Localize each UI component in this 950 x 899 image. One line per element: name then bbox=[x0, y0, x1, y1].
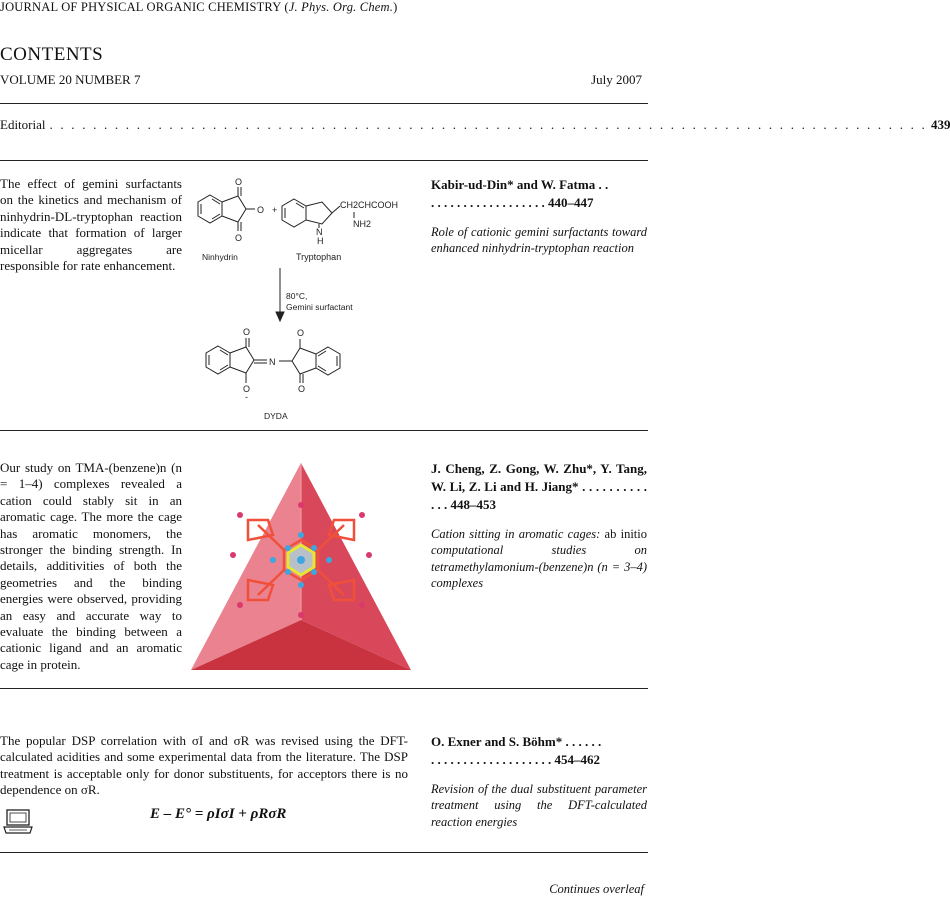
dsp-equation: E – E° = ρIσI + ρRσR bbox=[150, 806, 287, 822]
leader-dots: . . . . . . . . . . . . . . . . . . bbox=[431, 195, 545, 210]
atom-o: O bbox=[257, 205, 265, 215]
label-tryptophan: Tryptophan bbox=[296, 252, 342, 262]
continues-overleaf: Continues overleaf bbox=[549, 882, 644, 896]
leader-dots: . . . . . . . . . . . . . . . . . . . bbox=[431, 752, 552, 767]
plus-sign: + bbox=[272, 205, 278, 215]
rule bbox=[0, 852, 648, 853]
amine-group: NH2 bbox=[353, 219, 372, 229]
atom-n: N bbox=[269, 357, 276, 367]
article-2-abstract: Our study on TMA-(benzene)n (n = 1–4) complexes revealed a cation could stably sit in an aromatic cage. The more the cage has aromatic monomers, the stronger the binding strength. In details, additivities of both the geometries and the binding energies were observed, providing an easy and accurate way to evaluate the binding between a cationic ligand and an aromatic cage in protein. bbox=[0, 460, 182, 672]
side-chain: CH2CHCOOH bbox=[340, 200, 399, 210]
editorial-label: Editorial bbox=[0, 117, 46, 132]
article-1-authors: Kabir-ud-Din* and W. Fatma . . bbox=[431, 177, 609, 192]
atom-o: O bbox=[235, 177, 243, 187]
label-product: DYDA bbox=[264, 411, 288, 421]
atom-o: O bbox=[297, 328, 305, 338]
pyramid-cage-graphic bbox=[188, 460, 414, 672]
rule bbox=[0, 160, 648, 161]
article-2-citation[interactable] bbox=[431, 460, 647, 592]
rule bbox=[0, 688, 648, 689]
article-3-abstract: The popular DSP correlation with σI and σR was revised using the DFT-calculated acidities and some experimental data from the literature. The DSP treatment is acceptable only for donor substituents, for acceptors there is no dependence on σR. bbox=[0, 733, 408, 798]
leader-dots: . . . . . . . . . . . . . bbox=[431, 479, 648, 512]
atom-h: H bbox=[317, 236, 324, 246]
negative-charge: - bbox=[245, 392, 248, 402]
article-3-pages: 454–462 bbox=[554, 752, 600, 767]
article-1-abstract: The effect of gemini surfactants on the kinetics and mechanism of ninhydrin-DL-tryptophan reaction indicate that formation of larger micellar aggregates are responsible for rate enhancement. bbox=[0, 176, 182, 274]
reaction-scheme bbox=[188, 168, 424, 426]
article-3-title: Revision of the dual substituent parameter treatment using the DFT-calculated reaction energies bbox=[431, 782, 647, 829]
leader-dots: . . . . . . . . . . . . . . . . . . . . . . . . . . . . . . . . . . . . . . . . . . . . . . . . . . . . . . . . . . . . . . . . . . . . . . . . . . . . . . . . . bbox=[49, 117, 927, 132]
contents-heading: CONTENTS bbox=[0, 44, 104, 65]
journal-title: JOURNAL OF PHYSICAL ORGANIC CHEMISTRY (J. Phys. Org. Chem.) bbox=[0, 0, 398, 14]
volume-info: VOLUME 20 NUMBER 7 bbox=[0, 72, 141, 87]
atom-n: N bbox=[316, 227, 323, 237]
editorial-entry[interactable] bbox=[0, 117, 950, 133]
condition-surfactant: Gemini surfactant bbox=[286, 302, 353, 312]
atom-o: O bbox=[298, 384, 306, 394]
article-1-title: Role of cationic gemini surfactants toward enhanced ninhydrin-tryptophan reaction bbox=[431, 225, 647, 256]
article-2-pages: 448–453 bbox=[450, 497, 496, 512]
computer-icon bbox=[3, 808, 33, 836]
condition-temperature: 80°C, bbox=[286, 291, 308, 301]
rule bbox=[0, 430, 648, 431]
article-3-citation[interactable] bbox=[431, 733, 647, 830]
article-2-authors: J. Cheng, Z. Gong, W. Zhu*, Y. Tang, W. Li, Z. Li and H. Jiang* bbox=[431, 461, 647, 494]
editorial-page: 439 bbox=[930, 117, 950, 132]
atom-o: O bbox=[243, 327, 251, 337]
atom-o: O bbox=[235, 233, 243, 243]
article-3-authors: O. Exner and S. Böhm* . . . . . . bbox=[431, 734, 602, 749]
article-1-pages: 440–447 bbox=[548, 195, 594, 210]
rule bbox=[0, 103, 648, 104]
article-2-title: Cation sitting in aromatic cages: ab initio computational studies on tetramethylamonium-(benzene)n (n = 3–4) complexes bbox=[431, 527, 647, 591]
article-1-citation[interactable] bbox=[431, 176, 647, 257]
atom-o: O bbox=[243, 384, 251, 394]
label-ninhydrin: Ninhydrin bbox=[202, 252, 238, 262]
issue-date: July 2007 bbox=[591, 72, 642, 87]
